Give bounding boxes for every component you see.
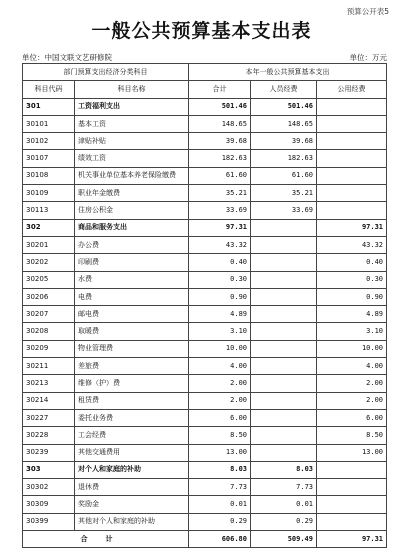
table-row — [23, 115, 387, 132]
row-total: 10.00 — [189, 340, 251, 357]
row-code: 30208 — [23, 323, 75, 340]
table-row — [23, 461, 387, 478]
row-personnel — [251, 375, 317, 392]
row-total: 7.73 — [189, 479, 251, 496]
col-header-name: 科目名称 — [75, 81, 189, 98]
row-total: 13.00 — [189, 444, 251, 461]
row-name: 租赁费 — [75, 392, 189, 409]
row-code: 30211 — [23, 358, 75, 375]
table-row — [23, 496, 387, 513]
row-name: 奖励金 — [75, 496, 189, 513]
row-public: 43.32 — [317, 236, 387, 253]
row-personnel: 501.46 — [251, 98, 317, 115]
table-row — [23, 98, 387, 115]
row-personnel — [251, 409, 317, 426]
row-personnel — [251, 306, 317, 323]
row-code: 302 — [23, 219, 75, 236]
row-code: 30302 — [23, 479, 75, 496]
page-title: 一般公共预算基本支出表 — [91, 20, 312, 42]
row-public: 4.89 — [317, 306, 387, 323]
total-personnel: 509.49 — [251, 531, 317, 548]
total-label: 合计 — [23, 531, 189, 548]
row-name: 其他交通费用 — [75, 444, 189, 461]
col-header-personnel: 人员经费 — [251, 81, 317, 98]
row-total: 61.60 — [189, 167, 251, 184]
row-name: 退休费 — [75, 479, 189, 496]
row-name: 职业年金缴费 — [75, 185, 189, 202]
row-personnel — [251, 254, 317, 271]
row-name: 电费 — [75, 288, 189, 305]
row-personnel — [251, 219, 317, 236]
total-total: 606.80 — [189, 531, 251, 548]
row-public: 10.00 — [317, 340, 387, 357]
table-row — [23, 340, 387, 357]
table-row — [23, 133, 387, 150]
row-name: 机关事业单位基本养老保险缴费 — [75, 167, 189, 184]
row-code: 30108 — [23, 167, 75, 184]
table-row — [23, 409, 387, 426]
row-public — [317, 513, 387, 530]
row-total: 501.46 — [189, 98, 251, 115]
row-personnel — [251, 392, 317, 409]
row-total: 8.50 — [189, 427, 251, 444]
row-public: 0.90 — [317, 288, 387, 305]
row-name: 工资福利支出 — [75, 98, 189, 115]
budget-table — [22, 63, 387, 548]
row-code: 30209 — [23, 340, 75, 357]
row-public: 8.50 — [317, 427, 387, 444]
row-public — [317, 133, 387, 150]
row-public — [317, 98, 387, 115]
table-row — [23, 288, 387, 305]
row-code: 30207 — [23, 306, 75, 323]
row-code: 30101 — [23, 115, 75, 132]
row-personnel — [251, 288, 317, 305]
row-code: 30214 — [23, 392, 75, 409]
table-row — [23, 392, 387, 409]
table-row — [23, 358, 387, 375]
row-name: 绩效工资 — [75, 150, 189, 167]
row-total: 2.00 — [189, 375, 251, 392]
row-personnel: 61.60 — [251, 167, 317, 184]
money-unit: 单位：万元 — [349, 53, 387, 62]
row-public: 13.00 — [317, 444, 387, 461]
row-code: 30399 — [23, 513, 75, 530]
row-total: 0.90 — [189, 288, 251, 305]
row-code: 303 — [23, 461, 75, 478]
row-code: 30107 — [23, 150, 75, 167]
row-personnel: 182.63 — [251, 150, 317, 167]
group-header-expenditure: 本年一般公共预算基本支出 — [189, 64, 387, 81]
row-personnel: 0.29 — [251, 513, 317, 530]
row-personnel — [251, 340, 317, 357]
row-name: 办公费 — [75, 236, 189, 253]
table-row — [23, 219, 387, 236]
row-total: 8.03 — [189, 461, 251, 478]
row-public: 6.00 — [317, 409, 387, 426]
row-code: 30202 — [23, 254, 75, 271]
col-header-public: 公用经费 — [317, 81, 387, 98]
row-personnel — [251, 323, 317, 340]
row-total: 148.65 — [189, 115, 251, 132]
row-name: 委托业务费 — [75, 409, 189, 426]
row-personnel: 8.03 — [251, 461, 317, 478]
row-name: 物业管理费 — [75, 340, 189, 357]
row-name: 水费 — [75, 271, 189, 288]
row-total: 0.30 — [189, 271, 251, 288]
row-public: 4.00 — [317, 358, 387, 375]
row-code: 30228 — [23, 427, 75, 444]
row-name: 工会经费 — [75, 427, 189, 444]
row-public — [317, 202, 387, 219]
row-code: 301 — [23, 98, 75, 115]
row-public: 2.00 — [317, 392, 387, 409]
row-code: 30206 — [23, 288, 75, 305]
row-code: 30201 — [23, 236, 75, 253]
row-total: 97.31 — [189, 219, 251, 236]
row-personnel — [251, 444, 317, 461]
row-code: 30109 — [23, 185, 75, 202]
row-total: 0.29 — [189, 513, 251, 530]
table-row — [23, 271, 387, 288]
organization-unit: 单位：中国文联文艺研修院 — [22, 53, 112, 62]
table-row — [23, 150, 387, 167]
row-name: 取暖费 — [75, 323, 189, 340]
table-row — [23, 185, 387, 202]
row-code: 30113 — [23, 202, 75, 219]
row-personnel: 35.21 — [251, 185, 317, 202]
table-row — [23, 513, 387, 530]
row-total: 35.21 — [189, 185, 251, 202]
row-public — [317, 150, 387, 167]
row-code: 30102 — [23, 133, 75, 150]
row-total: 4.89 — [189, 306, 251, 323]
row-total: 182.63 — [189, 150, 251, 167]
row-public: 0.40 — [317, 254, 387, 271]
total-public: 97.31 — [317, 531, 387, 548]
total-row — [23, 531, 387, 548]
row-total: 6.00 — [189, 409, 251, 426]
row-name: 维修（护）费 — [75, 375, 189, 392]
group-header-classification: 部门预算支出经济分类科目 — [23, 64, 189, 81]
row-public: 0.30 — [317, 271, 387, 288]
table-row — [23, 375, 387, 392]
row-name: 其他对个人和家庭的补助 — [75, 513, 189, 530]
row-total: 4.00 — [189, 358, 251, 375]
row-total: 33.69 — [189, 202, 251, 219]
row-code: 30309 — [23, 496, 75, 513]
row-personnel: 7.73 — [251, 479, 317, 496]
row-public — [317, 496, 387, 513]
row-personnel: 33.69 — [251, 202, 317, 219]
table-row — [23, 479, 387, 496]
row-total: 3.10 — [189, 323, 251, 340]
row-name: 津贴补贴 — [75, 133, 189, 150]
table-row — [23, 323, 387, 340]
row-name: 差旅费 — [75, 358, 189, 375]
row-name: 住房公积金 — [75, 202, 189, 219]
col-header-code: 科目代码 — [23, 81, 75, 98]
table-row — [23, 202, 387, 219]
form-tag: 预算公开表5 — [346, 7, 389, 16]
row-personnel — [251, 358, 317, 375]
table-row — [23, 236, 387, 253]
row-personnel — [251, 427, 317, 444]
row-public: 3.10 — [317, 323, 387, 340]
table-row — [23, 427, 387, 444]
row-total: 2.00 — [189, 392, 251, 409]
row-public — [317, 461, 387, 478]
row-code: 30239 — [23, 444, 75, 461]
row-name: 邮电费 — [75, 306, 189, 323]
row-public — [317, 479, 387, 496]
row-name: 商品和服务支出 — [75, 219, 189, 236]
col-header-total: 合计 — [189, 81, 251, 98]
row-code: 30205 — [23, 271, 75, 288]
row-name: 对个人和家庭的补助 — [75, 461, 189, 478]
row-total: 0.40 — [189, 254, 251, 271]
row-total: 43.32 — [189, 236, 251, 253]
row-public: 2.00 — [317, 375, 387, 392]
row-personnel: 0.01 — [251, 496, 317, 513]
row-public — [317, 115, 387, 132]
table-row — [23, 444, 387, 461]
row-public — [317, 167, 387, 184]
row-total: 39.68 — [189, 133, 251, 150]
row-personnel — [251, 236, 317, 253]
row-personnel — [251, 271, 317, 288]
row-code: 30227 — [23, 409, 75, 426]
row-public — [317, 185, 387, 202]
table-row — [23, 254, 387, 271]
row-name: 基本工资 — [75, 115, 189, 132]
row-public: 97.31 — [317, 219, 387, 236]
table-row — [23, 306, 387, 323]
table-row — [23, 167, 387, 184]
row-code: 30213 — [23, 375, 75, 392]
row-name: 印刷费 — [75, 254, 189, 271]
row-personnel: 148.65 — [251, 115, 317, 132]
row-personnel: 39.68 — [251, 133, 317, 150]
row-total: 0.01 — [189, 496, 251, 513]
